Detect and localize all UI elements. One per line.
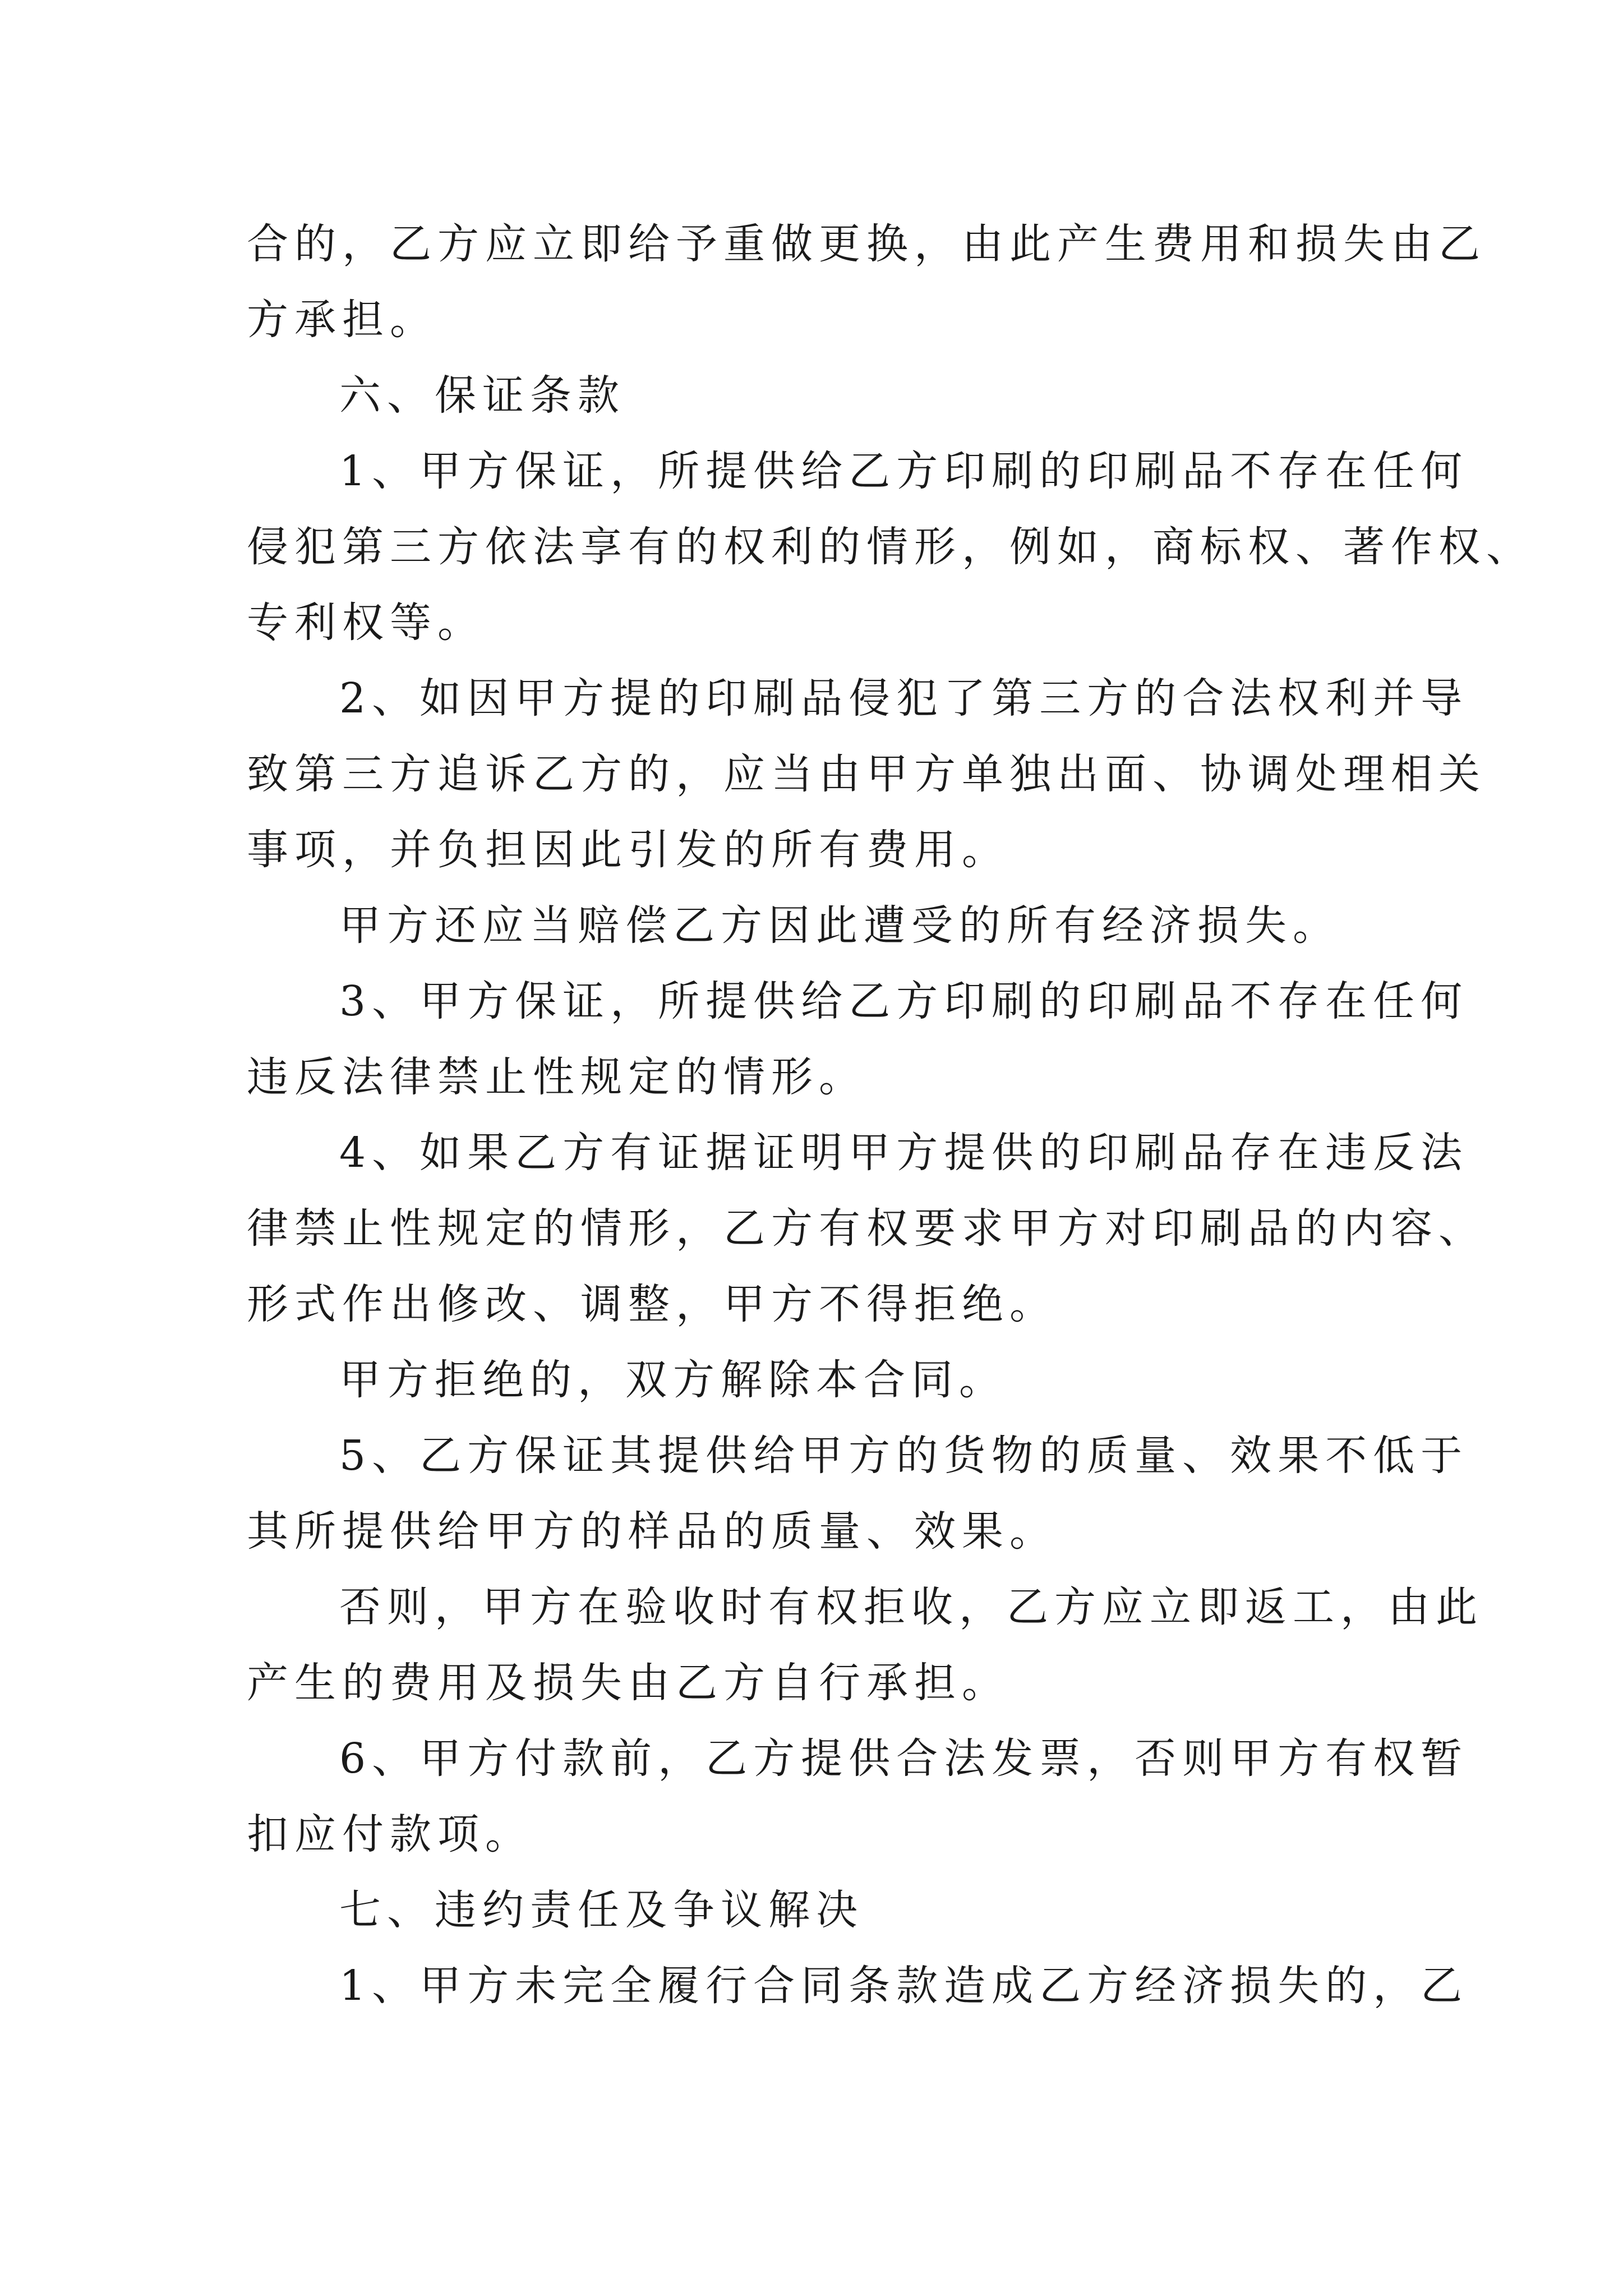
paragraph-line: 甲方拒绝的，双方解除本合同。 bbox=[339, 1356, 1007, 1404]
paragraph-line: 甲方还应当赔偿乙方因此遭受的所有经济损失。 bbox=[339, 901, 1340, 950]
paragraph-line: 违反法律禁止性规定的情形。 bbox=[247, 1053, 866, 1101]
paragraph-line: 方承担。 bbox=[247, 296, 437, 344]
paragraph-line: 1、甲方保证，所提供给乙方印刷的印刷品不存在任何 bbox=[339, 447, 1469, 495]
paragraph-line: 否则，甲方在验收时有权拒收，乙方应立即返工，由此 bbox=[339, 1583, 1483, 1631]
paragraph-line: 3、甲方保证，所提供给乙方印刷的印刷品不存在任何 bbox=[339, 977, 1469, 1025]
paragraph-line: 其所提供给甲方的样品的质量、效果。 bbox=[247, 1507, 1057, 1556]
section-heading: 七、违约责任及争议解决 bbox=[339, 1886, 864, 1934]
paragraph-line: 专利权等。 bbox=[247, 599, 485, 647]
paragraph-line: 扣应付款项。 bbox=[247, 1810, 533, 1858]
paragraph-line: 事项，并负担因此引发的所有费用。 bbox=[247, 826, 1009, 874]
paragraph-line: 形式作出修改、调整，甲方不得拒绝。 bbox=[247, 1280, 1057, 1328]
paragraph-line: 致第三方追诉乙方的，应当由甲方单独出面、协调处理相关 bbox=[247, 750, 1486, 798]
paragraph-line: 1、甲方未完全履行合同条款造成乙方经济损失的，乙 bbox=[339, 1962, 1469, 2010]
paragraph-line: 4、如果乙方有证据证明甲方提供的印刷品存在违反法 bbox=[339, 1129, 1469, 1177]
paragraph-line: 合的，乙方应立即给予重做更换，由此产生费用和损失由乙 bbox=[247, 220, 1486, 268]
paragraph-line: 侵犯第三方依法享有的权利的情形，例如，商标权、著作权、 bbox=[247, 523, 1534, 571]
section-heading: 六、保证条款 bbox=[339, 371, 625, 420]
paragraph-line: 律禁止性规定的情形，乙方有权要求甲方对印刷品的内容、 bbox=[247, 1204, 1486, 1253]
paragraph-line: 6、甲方付款前，乙方提供合法发票，否则甲方有权暂 bbox=[339, 1734, 1469, 1783]
paragraph-line: 产生的费用及损失由乙方自行承担。 bbox=[247, 1659, 1009, 1707]
paragraph-line: 2、如因甲方提的印刷品侵犯了第三方的合法权利并导 bbox=[339, 674, 1469, 723]
paragraph-line: 5、乙方保证其提供给甲方的货物的质量、效果不低于 bbox=[339, 1432, 1469, 1480]
